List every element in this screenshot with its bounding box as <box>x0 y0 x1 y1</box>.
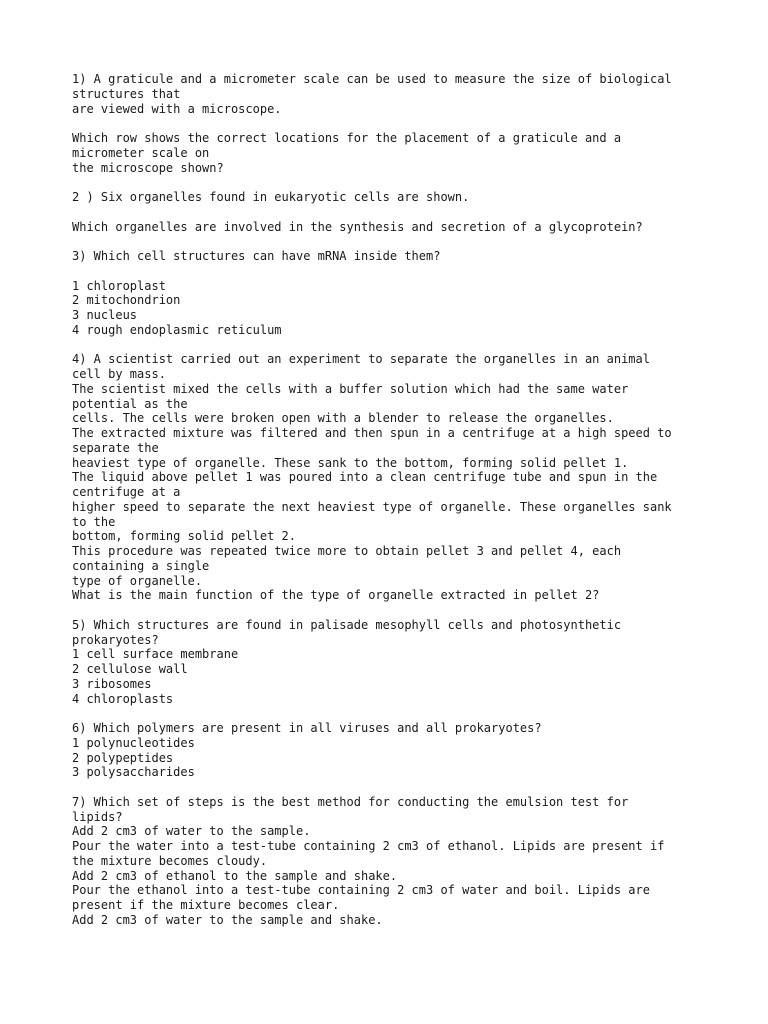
text-line: the mixture becomes cloudy. <box>72 853 268 868</box>
option-item: 3 polysaccharides <box>72 765 195 780</box>
option-item: 2 polypeptides <box>72 750 174 765</box>
option-item: 1 polynucleotides <box>72 735 195 750</box>
text-line: cell by mass. <box>72 367 166 381</box>
option-item: 4 chloroplasts <box>72 691 174 706</box>
text-line: Add 2 cm3 of ethanol to the sample and shake. <box>72 868 398 883</box>
question-2-intro <box>72 190 712 205</box>
question-6 <box>72 721 712 780</box>
option-item: 1 cell surface membrane <box>72 647 239 662</box>
text-line: cells. The cells were broken open with a blender to release the organelles. <box>72 411 614 426</box>
text-line: centrifuge at a <box>72 485 181 499</box>
text-line: higher speed to separate the next heaviest type of organelle. These organelles sank <box>72 499 672 514</box>
text-line: Pour the ethanol into a test-tube containing 2 cm3 of water and boil. Lipids are <box>72 883 650 898</box>
text-line: Add 2 cm3 of water to the sample. <box>72 824 311 839</box>
text-line: 3) Which cell structures can have mRNA inside them? <box>72 249 441 263</box>
text-line: 2 ) Six organelles found in eukaryotic cells are shown. <box>72 190 470 204</box>
text-line: present if the mixture becomes clear. <box>72 898 340 912</box>
option-item: 3 nucleus <box>72 308 138 322</box>
question-1-intro <box>72 72 712 116</box>
text-line: Add 2 cm3 of water to the sample and shake. <box>72 912 383 927</box>
text-line: heaviest type of organelle. These sank to the bottom, forming solid pellet 1. <box>72 455 629 470</box>
option-item: 2 mitochondrion <box>72 293 181 308</box>
text-line: lipids? <box>72 809 123 824</box>
text-line: This procedure was repeated twice more to obtain pellet 3 and pellet 4, each <box>72 544 622 558</box>
text-line: Pour the water into a test-tube containing 2 cm3 of ethanol. Lipids are present if <box>72 839 665 853</box>
option-item: 3 ribosomes <box>72 676 152 691</box>
text-line: The liquid above pellet 1 was poured into a clean centrifuge tube and spun in the <box>72 470 658 485</box>
question-3-prompt <box>72 249 712 264</box>
question-3-options <box>72 279 712 338</box>
option-item: 4 rough endoplasmic reticulum <box>72 322 282 337</box>
text-line: The scientist mixed the cells with a buffer solution which had the same water <box>72 381 629 396</box>
question-2-prompt <box>72 220 712 235</box>
text-line: structures that <box>72 86 181 101</box>
question-4 <box>72 352 712 603</box>
text-line: containing a single <box>72 558 210 573</box>
text-line: type of organelle. <box>72 573 203 588</box>
text-line: What is the main function of the type of organelle extracted in pellet 2? <box>72 588 600 603</box>
question-1-prompt <box>72 131 712 175</box>
text-line: 6) Which polymers are present in all viruses and all prokaryotes? <box>72 721 542 735</box>
text-line: separate the <box>72 440 159 455</box>
text-line: bottom, forming solid pellet 2. <box>72 529 296 544</box>
option-item: 1 chloroplast <box>72 278 166 293</box>
question-5 <box>72 618 712 707</box>
option-item: 2 cellulose wall <box>72 662 188 676</box>
text-line: Which row shows the correct locations for the placement of a graticule and a <box>72 131 622 145</box>
text-line: 4) A scientist carried out an experiment to separate the organelles in an animal <box>72 352 650 367</box>
document-page <box>72 72 712 942</box>
text-line: to the <box>72 514 116 529</box>
text-line: potential as the <box>72 396 188 411</box>
text-line: Which organelles are involved in the synthesis and secretion of a glycoprotein? <box>72 219 643 234</box>
text-line: micrometer scale on <box>72 145 210 160</box>
text-line: 7) Which set of steps is the best method for conducting the emulsion test for <box>72 794 629 809</box>
text-line: 1) A graticule and a micrometer scale can be used to measure the size of biological <box>72 72 672 86</box>
text-line: The extracted mixture was filtered and then spun in a centrifuge at a high speed to <box>72 426 672 440</box>
text-line: the microscope shown? <box>72 160 224 175</box>
text-line: 5) Which structures are found in palisade mesophyll cells and photosynthetic <box>72 617 622 632</box>
question-7 <box>72 795 712 928</box>
text-line: prokaryotes? <box>72 632 159 647</box>
text-line: are viewed with a microscope. <box>72 101 282 116</box>
